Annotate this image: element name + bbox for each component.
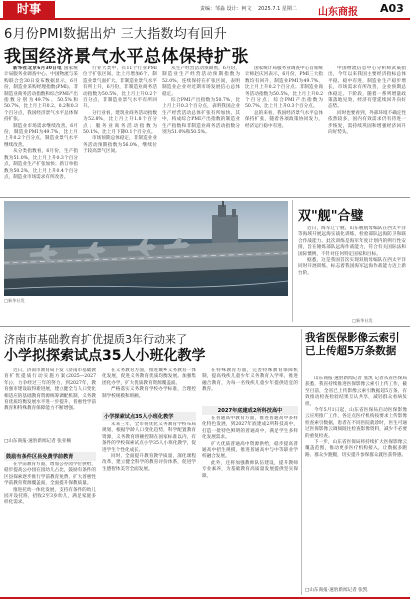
- edu-box3-head: 2027年底建成2所科技高中: [202, 406, 298, 415]
- right-byline: □山东商报·速豹新闻记者 张凯: [305, 588, 368, 593]
- edu-box1-body: [4, 462, 96, 594]
- paragraph: [328, 111, 406, 137]
- paragraph: [298, 258, 406, 277]
- paper-name: 山东商报: [318, 7, 358, 18]
- paragraph-text: 在特殊教育方面，完善特殊教育保障机制，提高残疾儿童少年义务教育入学率，推进融合教育，为每一名残疾儿童少年提供适宜的教育。: [202, 368, 298, 393]
- paragraph: [4, 368, 96, 413]
- paragraph-text: 国家统计局服务业调查中心、中国物流与采购联合会30日发布数据显示，6月份，制造业采购经理指数(PMI)、非制造业商务活动指数和综合PMI产出指数分别为49.7%、50.5%和50.7%，比上月上升0.2、0.2和0.3个百分点，我国经济景气水平总体保持扩张。: [4, 66, 78, 123]
- carrier-headline: 双"舰"合璧: [298, 209, 364, 224]
- lead-column-5: [328, 66, 406, 194]
- aircraft-carrier-image: [4, 201, 288, 296]
- paragraph-text: 据悉，这是我国首次实现双航母编队在西太平洋同时开展训练，标志着我国海军远海作战能力迈上新台阶。: [298, 258, 406, 276]
- paragraph: [245, 111, 323, 130]
- lead-column-3: [162, 66, 240, 194]
- lead-subtitle: 6月份PMI数据出炉 三大指数均有回升: [4, 27, 227, 42]
- dateline: 新华社北京6月30日电: [13, 66, 64, 71]
- lead-column-1: [4, 66, 78, 194]
- paragraph: [202, 442, 298, 461]
- issue-date: 2025.7.1 星期二: [258, 6, 297, 12]
- paragraph-text: 同时，全面提升教育教学质量，深化课程改革，建立健全科学的教育评价体系，促进学生德智体美劳全面发展。: [102, 454, 196, 472]
- paragraph-text: 在普通高中教育方面，推进普通高中多样化特色发展，到2027年底建成2所科技高中，打造一批特色鲜明的普通高中，满足学生多样化发展需求。: [202, 416, 298, 441]
- paragraph-text: 总的来看，我国经济景气水平总体保持扩张，随着各项政策协同发力，经济运行稳中有进。: [245, 110, 323, 129]
- carrier-photo: [4, 201, 288, 296]
- paragraph-text: 国家统计局服务业调查中心首席统计师赵庆河表示，6月份，PMI三大指数均有回升，制造业PMI为49.7%，比上月上升0.2个百分点；非制造业商务活动指数为50.5%，比上月上升0.2个百分点；综合PMI产出指数为50.7%，比上月上升0.3个百分点。: [245, 66, 323, 110]
- edu-middle-text: [102, 368, 196, 408]
- paragraph: [4, 124, 78, 150]
- paragraph: [4, 66, 78, 124]
- paragraph-text: 扩大优质普通高中资源供给，稳步提高普通高中招生规模，推进普通高中与中等职业学校融合发展。: [202, 441, 298, 460]
- paragraph: [305, 408, 407, 440]
- paragraph: [162, 66, 240, 98]
- editor-credit: 责编：邹淼 设计：柯文: [200, 6, 252, 12]
- edu-box1-head: 鼓励有条件区县免费学前教育: [4, 452, 96, 461]
- paragraph-text: 分行业看，建筑业商务活动指数为52.8%，比上月上升1.8个百分点；服务业商务活动指数为50.1%，比上月下降0.1个百分点。: [83, 110, 157, 136]
- paragraph: [4, 149, 78, 181]
- carrier-body: [298, 226, 406, 316]
- column-divider: [292, 200, 293, 322]
- section-divider-2: [0, 326, 410, 327]
- paragraph-text: 市场预期总体稳定，非制造业业务活动预期指数为56.0%，继续位于较高景气区间。: [83, 136, 157, 155]
- edu-title: 小学拟探索试点35人小班化教学: [4, 348, 206, 364]
- edu-box3-body: [202, 416, 298, 594]
- paragraph-text: 严格落实义务教育学校办学标准，合理控制学校规模和班额。: [102, 387, 196, 399]
- paragraph: [102, 387, 196, 400]
- edu-byline: □山东商报·速豹新闻记者 张亚楠: [4, 439, 71, 444]
- edu-intro: [4, 368, 96, 436]
- paragraph: [202, 416, 298, 442]
- paragraph: [245, 66, 323, 111]
- paragraph-text: 行业大类中，有11个行业PMI位于扩张区间，比上月增加6个，制造业景气面扩大。非制造业景气水平有所上升，6月份，非制造业商务活动指数为50.5%，比上月上升0.2个百分点，非制造业景气水平有所回升。: [83, 66, 157, 110]
- edu-subtitle: 济南市基础教育扩优提质3年行动来了: [4, 333, 187, 346]
- paragraph-text: 同时也要看到，外部环境不确定性依然较多，国内有效需求仍有待进一步恢复，需持续巩固和增强经济回升向好势头。: [328, 110, 406, 136]
- edu-box2-body: [102, 422, 196, 594]
- paragraph-text: 未来三年，全市将优化义务教育学校布局规划，根据学龄人口变化趋势，科学配置教育资源，义务教育班额控制在国家标准以内，有条件的学校探索试点小学35人小班化教学，促进学生个性化成长。: [102, 422, 196, 453]
- right-body: [305, 376, 407, 584]
- paragraph-text: 制造业市场需求继续改善。6月份，制造业PMI为49.7%，比上月上升0.2个百分点，制造业景气水平继续改善。: [4, 123, 78, 148]
- paragraph-text: 近日，海军辽宁舰、山东舰航母编队在西太平洋等海域开展远海实战化训练，检验部队远海防卫和联合作战能力。此次训练是海军年度计划内的例行性安排，旨在锤炼部队远海作战能力，符合有关国际法和国际惯例，不针对任何特定国家和目标。: [298, 226, 406, 257]
- paragraph: [4, 488, 96, 507]
- right-column-divider: [301, 329, 302, 595]
- paragraph: [102, 454, 196, 473]
- paragraph: [328, 66, 406, 111]
- paragraph: [162, 98, 240, 136]
- paragraph: [83, 66, 157, 111]
- paragraph-text: 近日，济南市教育局下发《济南市基础教育扩优提质行动实施方案(2025—2027年)》，力争经过三年的努力，到2027年，教育强市建设取得新进展，建立健全与人口变化相适应的基础教育资源统筹调配机制，义务教育优质均衡发展水平进一步提升，普惠性学前教育和特殊教育保障能力不断增强。: [4, 368, 96, 412]
- page-number: A03: [380, 2, 404, 15]
- paragraph: [305, 376, 407, 408]
- paragraph-text: 今年5月1日起，山东省医保局启动医保影像云应用推广工作，各定点医疗机构按要求上传影像检查索引数据，患者在不同医院就诊时，医生可通过医保影像云调阅既往检查影像资料，减少不必要的重复检查。: [305, 408, 407, 439]
- masthead: [0, 0, 410, 20]
- paragraph: [298, 226, 406, 258]
- edu-box2-head: 小学探索试点35人小班化教学: [102, 412, 196, 421]
- right-headline: 我省医保影像云索引已上传超5万条数据: [305, 332, 400, 357]
- paragraph-text: 推进托幼一体化发展，支持有条件的幼儿园开设托班，招收2至3岁幼儿，满足家庭多样化需求。: [4, 487, 96, 506]
- paragraph: [4, 462, 96, 488]
- paragraph-text: 下一步，山东省医保局将持续扩大医保影像云覆盖范围，推动更多医疗机构接入，让数据多跑路、群众少跑腿，切实提升参保群众就医获得感。: [305, 440, 407, 458]
- paragraph-text: 山东商报·速豹新闻记者 张凯 记者从省医保局获悉，我省持续推进医保影像云索引上传工作，截至目前，全省已上传影像云索引数据超5万条，有效推动检查检验结果互认共享，减轻群众看病负担。: [305, 376, 407, 407]
- paragraph: [83, 111, 157, 137]
- lead-column-4: [245, 66, 323, 194]
- paragraph-text: 从分类指数看，6月份，生产指数为51.0%，比上月上升0.3个百分点，制造业生产扩张加快；新订单指数为50.2%，比上月上升0.4个百分点，制造业市场需求有所改善。: [4, 149, 78, 180]
- paragraph-text: 中国物流信息中心分析师武威指出，今年以来我国主要经济指标总体平稳、稳中有进，制造业生产稳步增长，市场需求有所改善，企业预期总体稳定。下阶段，随着一系列增量政策落地见效，经济有望延续回升向好态势。: [328, 66, 406, 110]
- section-tag: 时事: [3, 1, 55, 18]
- lead-column-2: [83, 66, 157, 194]
- paragraph: [202, 461, 298, 480]
- paragraph-text: 此外，还将加强教师队伍建设，提升教师专业素养，为基础教育高质量发展提供坚实保障。: [202, 460, 298, 479]
- paragraph-text: 综合PMI产出指数为50.7%，比上月上升0.3个百分点，表明我国企业生产经营活动总体扩张有所加快。其中，构成综合PMI产出指数的制造业生产指数和非制造业商务活动指数分别为51.0%和50.5%。: [162, 98, 240, 136]
- carrier-credit: □新华社发: [352, 318, 373, 323]
- paragraph: [202, 368, 298, 394]
- paragraph-text: 从生产经营活动预期看，6月份，制造业生产经营活动预期指数为52.0%，连续保持在扩张区间，表明制造业企业对近期市场发展信心总体稳定。: [162, 66, 240, 97]
- paragraph: [102, 368, 196, 387]
- footer-rule: [0, 597, 410, 599]
- paragraph-text: 在义务教育方面，推进城乡义务教育一体化发展，促进义务教育优质均衡发展。加强集团化办学，扩大优质教育资源覆盖面。: [102, 368, 196, 386]
- photo-credit: □新华社发: [4, 298, 25, 303]
- paragraph: [102, 422, 196, 454]
- section-divider: [0, 197, 410, 198]
- paragraph-text: 在学前教育方面，增加公办园学位供给，稳步提高公办园在园幼儿占比，鼓励有条件的区县探索逐步推行学前教育免费，扩大普惠性学前教育资源覆盖面，全面提升保教质量。: [4, 462, 96, 487]
- paragraph: [305, 440, 407, 459]
- paragraph: [83, 136, 157, 155]
- edu-right-text: [202, 368, 298, 404]
- lead-title: 我国经济景气水平总体保持扩张: [4, 47, 249, 67]
